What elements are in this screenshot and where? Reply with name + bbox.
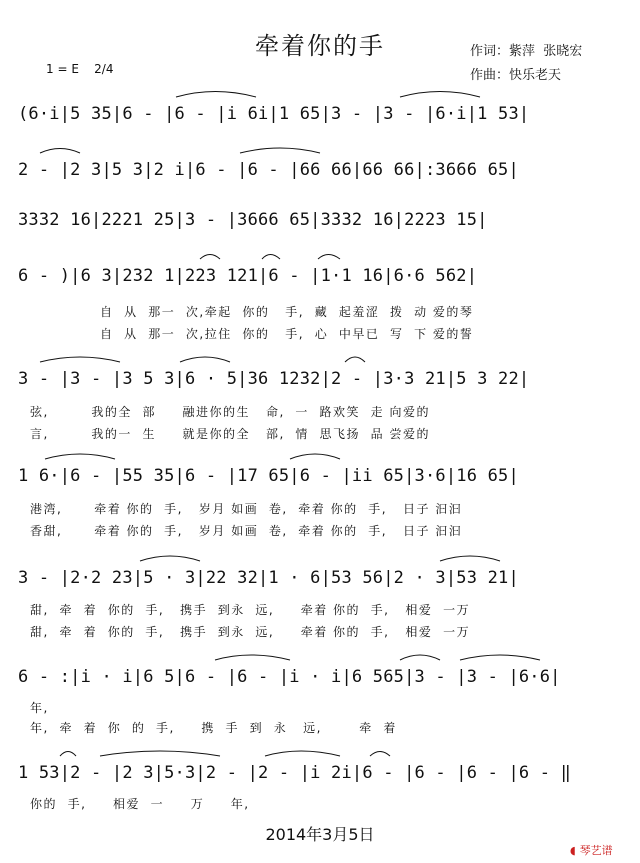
slur-arc [215,655,290,660]
lyric-line-4: 言, 我的一 生 就是你的全 部, 情 思飞扬 品 尝爱的 [30,427,430,441]
lyric-line-10: 年, 牵 着 你 的 手, 携 手 到 永 远, 牵 着 [30,721,397,735]
slur-arc [460,655,540,660]
slur-arc [400,92,480,98]
lyric-line-11: 你的 手, 相爱 一 万 年, [30,797,250,811]
lyric-line-1: 自 从 那一 次,牵起 你的 手, 藏 起羞涩 拨 动 爱的琴 [100,305,474,319]
notation-line-8: 6 - :|i · i|6 5|6 - |6 - |i · i|6 565|3 - |3 - |6·6| [18,667,561,687]
logo-text: 琴艺谱 [579,844,613,857]
notation-line-9: 1 53|2 - |2 3|5·3|2 - |2 - |i 2i|6 - |6 - |6 - |6 - ‖ [18,763,572,783]
lyric-line-5: 港湾, 牵着 你的 手, 岁月 如画 卷, 牵着 你的 手, 日子 汩汩 [30,502,463,516]
slur-arc [440,556,500,561]
lyricist-credit: 作词：紫萍 张晓宏 [470,44,583,59]
slur-arc [40,149,80,154]
lyric-line-8: 甜, 牵 着 你的 手, 携手 到永 远, 牵着 你的 手, 相爱 一万 [30,625,471,639]
lyric-line-7: 甜, 牵 着 你的 手, 携手 到永 远, 牵着 你的 手, 相爱 一万 [30,603,471,617]
slur-arc [345,357,365,362]
slur-arc [370,752,390,757]
key-time-signature: 1 = E 2/4 [46,62,114,76]
song-title: 牵着你的手 [255,32,385,60]
site-logo [570,842,613,858]
slur-arc [262,255,280,260]
slur-arc [180,357,230,362]
lyric-line-6: 香甜, 牵着 你的 手, 岁月 如画 卷, 牵着 你的 手, 日子 汩汩 [30,524,463,538]
notation-line-1: (6·i|5 35|6 - |6 - |i 6i|1 65|3 - |3 - |6·i|1 53| [18,104,530,124]
logo-mark-icon: ◖ [570,844,580,857]
slur-arc [45,454,115,459]
lyric-line-9: 年, [30,701,49,715]
notation-line-4: 6 - )|6 3|232 1|223 121|6 - |1·1 16|6·6 562| [18,266,478,286]
lyric-line-3: 弦, 我的全 部 融进你的生 命, 一 路欢笑 走 向爱的 [30,405,430,419]
notation-line-2: 2 - |2 3|5 3|2 i|6 - |6 - |66 66|66 66|:3666 65| [18,160,519,180]
notation-line-6: 1 6·|6 - |55 35|6 - |17 65|6 - |ii 65|3·6|16 65| [18,466,519,486]
slur-arc [265,751,340,756]
notation-line-3: 3332 16|2221 25|3 - |3666 65|3332 16|2223 15| [18,210,488,230]
slur-arc [400,655,440,660]
slur-arc [240,148,320,153]
composer-credit: 作曲：快乐老天 [470,68,562,83]
slur-arc [100,751,220,756]
notation-line-5: 3 - |3 - |3 5 3|6 · 5|36 1232|2 - |3·3 21|5 3 22| [18,369,530,389]
notation-line-7: 3 - |2·2 23|5 · 3|22 32|1 · 6|53 56|2 · 3|53 21| [18,568,519,588]
slur-arc [290,454,340,459]
slur-arc [40,357,120,362]
slur-arc [60,752,76,757]
footer-date: 2014年3月5日 [265,825,375,844]
slur-arc [318,255,340,260]
lyric-line-2: 自 从 那一 次,拉住 你的 手, 心 中早已 写 下 爱的誓 [100,327,474,341]
slur-arc [140,556,200,561]
slur-arc [200,255,220,260]
slur-arc [176,92,256,98]
